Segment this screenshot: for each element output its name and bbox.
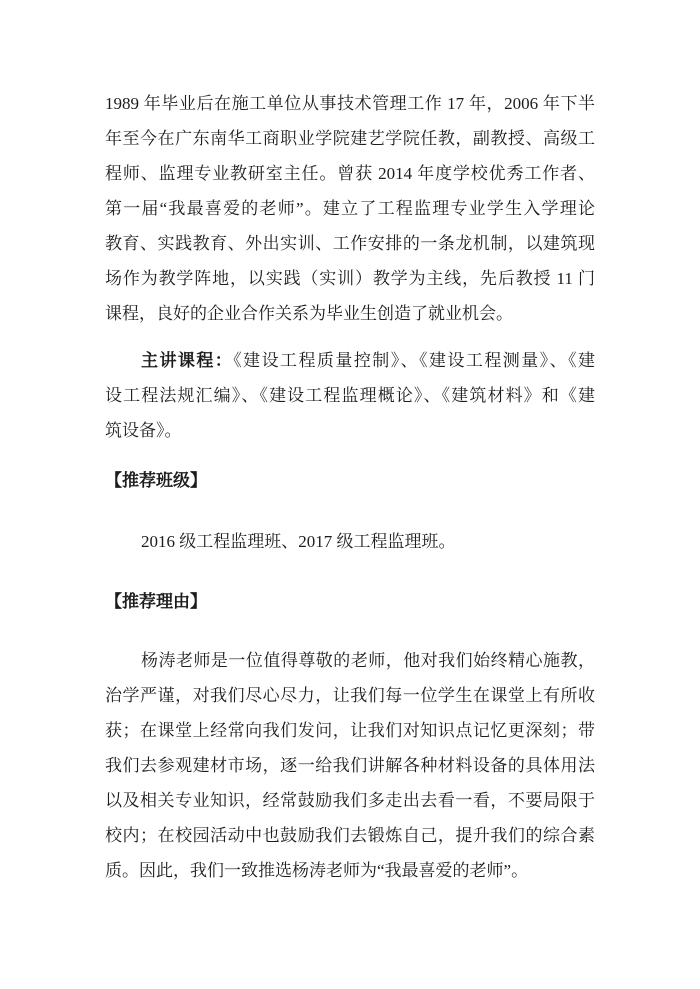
text-line xyxy=(105,261,595,296)
text-line xyxy=(105,818,595,853)
text-run: 2016 级工程监理班、2017 级工程监理班。 xyxy=(141,532,456,551)
text-line xyxy=(105,378,595,413)
text-line xyxy=(105,853,595,888)
text-line xyxy=(105,783,595,818)
text-run: 年至今在广东南华工商职业学院建艺学院任教，副教授、高级工 xyxy=(105,129,595,148)
text-run: 质。因此，我们一致推选杨涛老师为“我最喜爱的老师”。 xyxy=(105,861,529,880)
text-line xyxy=(105,413,595,448)
para-reason xyxy=(105,643,595,888)
text-line xyxy=(105,748,595,783)
document-content xyxy=(105,86,595,888)
text-line xyxy=(105,713,595,748)
text-run: 获；在课堂上经常向我们发问，让我们对知识点记忆更深刻；带 xyxy=(105,721,595,740)
text-run: 治学严谨，对我们尽心尽力，让我们每一位学生在课堂上有所收 xyxy=(105,686,595,705)
text-run: 第一届“我最喜爱的老师”。建立了工程监理专业学生入学理论 xyxy=(105,199,595,218)
text-run: 课程，良好的企业合作关系为毕业生创造了就业机会。 xyxy=(105,304,513,323)
para-courses xyxy=(105,343,595,448)
text-line xyxy=(105,524,595,559)
text-line xyxy=(105,296,595,331)
text-line xyxy=(105,86,595,121)
text-line xyxy=(105,678,595,713)
bold-text-run: 主讲课程： xyxy=(141,351,234,370)
text-run: 程师、监理专业教研室主任。曾获 2014 年度学校优秀工作者、 xyxy=(105,164,595,183)
text-line xyxy=(105,226,595,261)
text-run: 校内；在校园活动中也鼓励我们去锻炼自己，提升我们的综合素 xyxy=(105,826,595,845)
text-run: 我们去参观建材市场，逐一给我们讲解各种材料设备的具体用法 xyxy=(105,756,595,775)
text-line xyxy=(105,191,595,226)
text-run: 以及相关专业知识，经常鼓励我们多走出去看一看，不要局限于 xyxy=(105,791,595,810)
text-line xyxy=(105,121,595,156)
text-run: 教育、实践教育、外出实训、工作安排的一条龙机制，以建筑现 xyxy=(105,234,595,253)
text-line xyxy=(105,643,595,678)
para-career xyxy=(105,86,595,331)
text-line xyxy=(105,343,595,378)
text-line xyxy=(105,156,595,191)
heading-reason: 【推荐理由】 xyxy=(105,592,207,611)
para-classes xyxy=(105,524,595,559)
text-run: 设工程法规汇编》、《建设工程监理概论》、《建筑材料》和《建 xyxy=(105,386,595,405)
text-run: 《建设工程质量控制》、《建设工程测量》、《建 xyxy=(233,351,596,370)
text-run: 场作为教学阵地，以实践（实训）教学为主线，先后教授 11 门 xyxy=(105,269,595,288)
text-run: 筑设备》。 xyxy=(105,421,182,440)
text-run: 杨涛老师是一位值得尊敬的老师，他对我们始终精心施教， xyxy=(141,651,595,670)
text-run: 1989 年毕业后在施工单位从事技术管理工作 17 年，2006 年下半 xyxy=(105,94,595,113)
heading-classes: 【推荐班级】 xyxy=(105,471,207,490)
